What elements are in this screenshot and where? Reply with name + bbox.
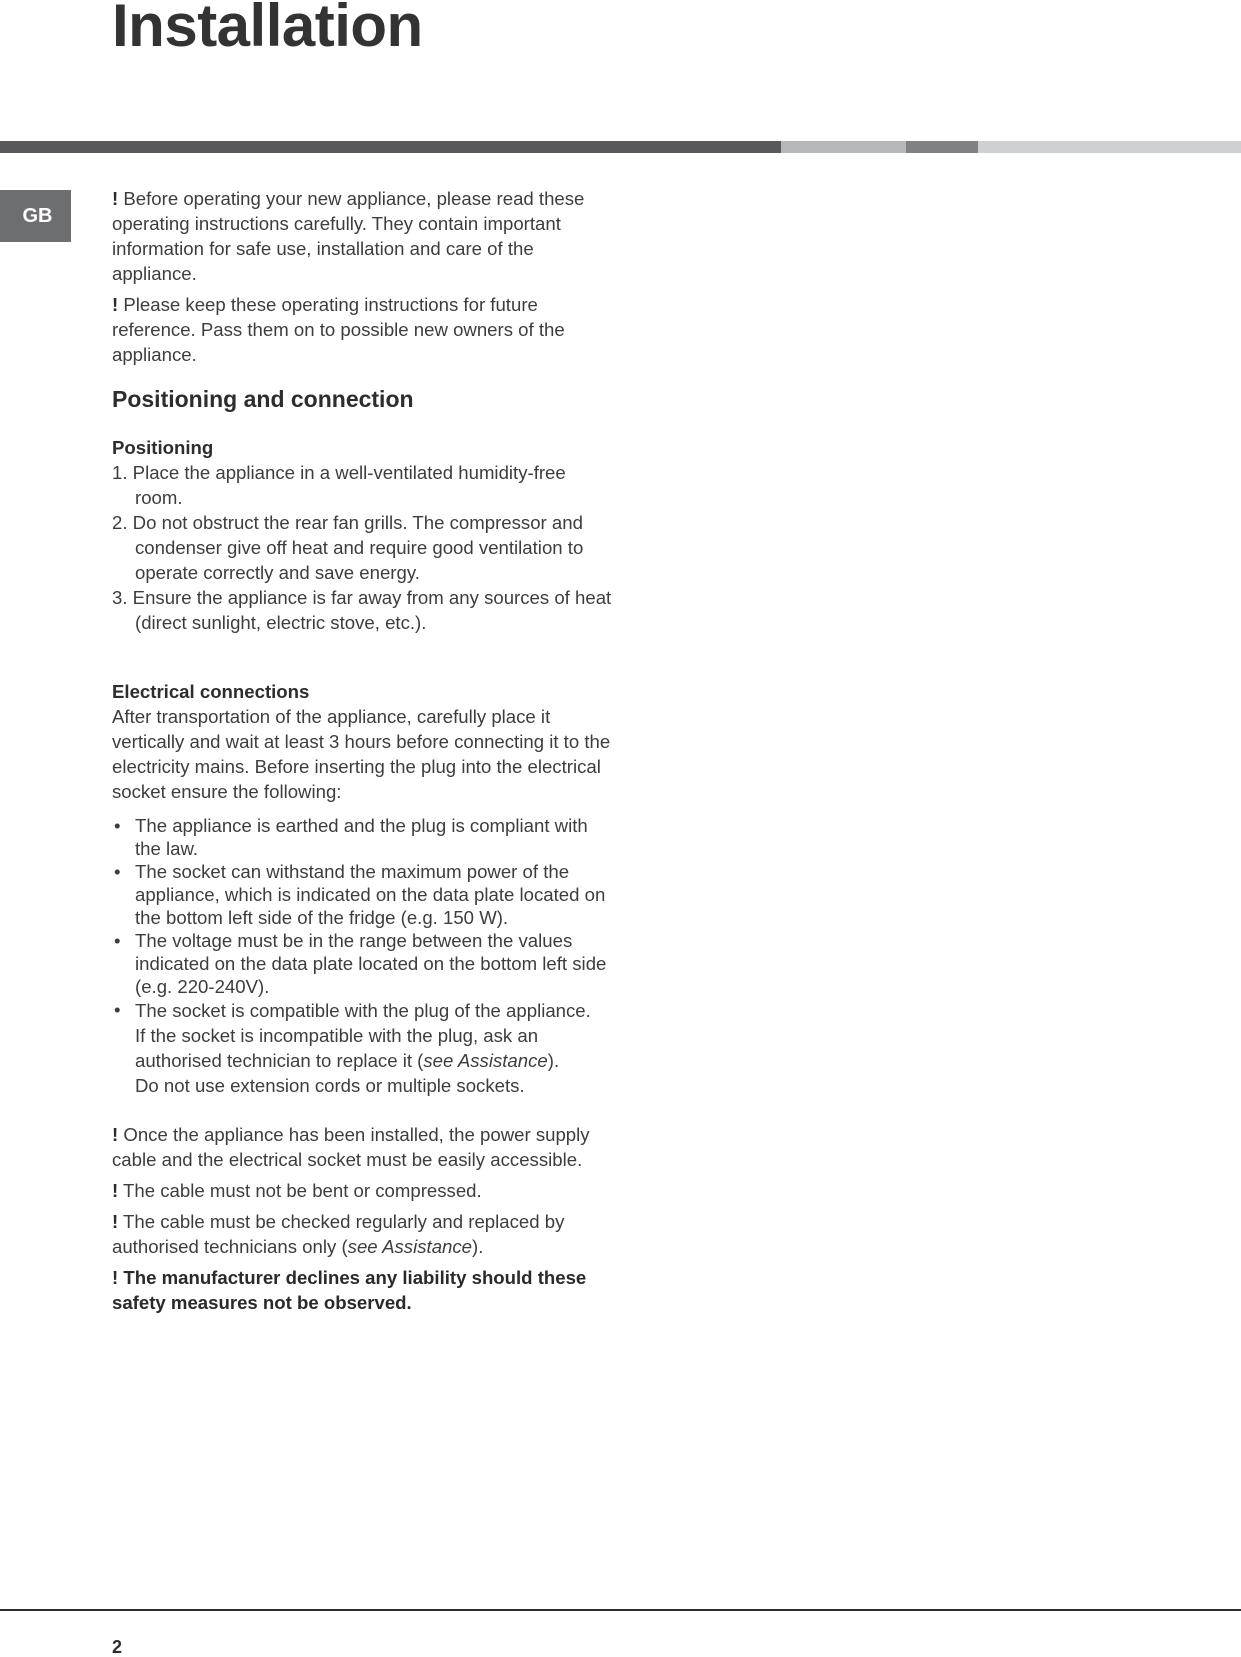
electrical-intro: After transportation of the appliance, carefully place it vertically and wait at least 3 hours before connecting it to the electricity mains. Before inserting the plug into the electrical socket ensure the following: [112, 706, 611, 802]
warning-accessible: ! Once the appliance has been installed, the power supply cable and the electrical socket must be easily accessible. [112, 1124, 590, 1170]
list-item: 2. Do not obstruct the rear fan grills. The compressor and condenser give off heat and require good ventilation to operate correctly and save energy. [112, 512, 584, 583]
list-item: • The appliance is earthed and the plug is compliant with the law. [112, 814, 616, 860]
list-item: • The socket can withstand the maximum power of the appliance, which is indicated on the data plate located on the bottom left side of the fridge (e.g. 150 W). [112, 860, 616, 929]
see-assistance-link[interactable]: see Assistance [423, 1050, 548, 1071]
positioning-heading: Positioning [112, 437, 214, 458]
header-bar-mid [906, 141, 978, 153]
see-assistance-link[interactable]: see Assistance [347, 1236, 473, 1257]
header-bar-pale [978, 141, 1241, 153]
electrical-heading: Electrical connections [112, 681, 310, 702]
list-item: 3. Ensure the appliance is far away from any sources of heat (direct sunlight, electric stove, etc.). [112, 587, 612, 633]
warning-mark: ! [112, 1211, 119, 1232]
list-item: 1. Place the appliance in a well-ventilated humidity-free room. [112, 462, 566, 508]
warning-mark: ! [112, 1124, 119, 1145]
header-bar-dark [0, 141, 781, 153]
list-item: • The socket is compatible with the plug of the appliance. If the socket is incompatible with the plug, ask an authorised technician to replace it (see Assistance). Do not use extension cords or multiple sockets. [112, 998, 616, 1098]
warning-mark: ! [112, 1180, 119, 1201]
socket-note: If the socket is incompatible with the plug, ask an authorised technician to replace it (see Assistance). [135, 1025, 560, 1071]
content-column [112, 186, 616, 1315]
intro-paragraph-1: ! Before operating your new appliance, please read these operating instructions carefully. They contain important information for safe use, installation and care of the appliance. [112, 188, 585, 284]
language-tab: GB [0, 190, 71, 242]
electrical-bullets [112, 814, 616, 1098]
warning-mark: ! [112, 294, 119, 315]
warning-cable-bent: ! The cable must not be bent or compressed. [112, 1180, 482, 1201]
footer-rule [0, 1609, 1241, 1611]
list-item: • The voltage must be in the range between the values indicated on the data plate located on the bottom left side (e.g. 220-240V). [112, 929, 616, 998]
warning-cable-check: ! The cable must be checked regularly and replaced by authorised technicians only (see Assistance). [112, 1211, 565, 1257]
header-bar-light [781, 141, 906, 153]
page-number: 2 [112, 1637, 123, 1657]
section-heading: Positioning and connection [112, 386, 414, 412]
socket-note-2: Do not use extension cords or multiple sockets. [135, 1075, 525, 1096]
liability-warning: ! The manufacturer declines any liability should these safety measures not be observed. [112, 1267, 587, 1313]
positioning-list [112, 460, 616, 635]
warning-mark: ! [112, 188, 119, 209]
intro-paragraph-2: ! Please keep these operating instructions for future reference. Pass them on to possible new owners of the appliance. [112, 294, 565, 365]
page-title: Installation [112, 0, 423, 59]
